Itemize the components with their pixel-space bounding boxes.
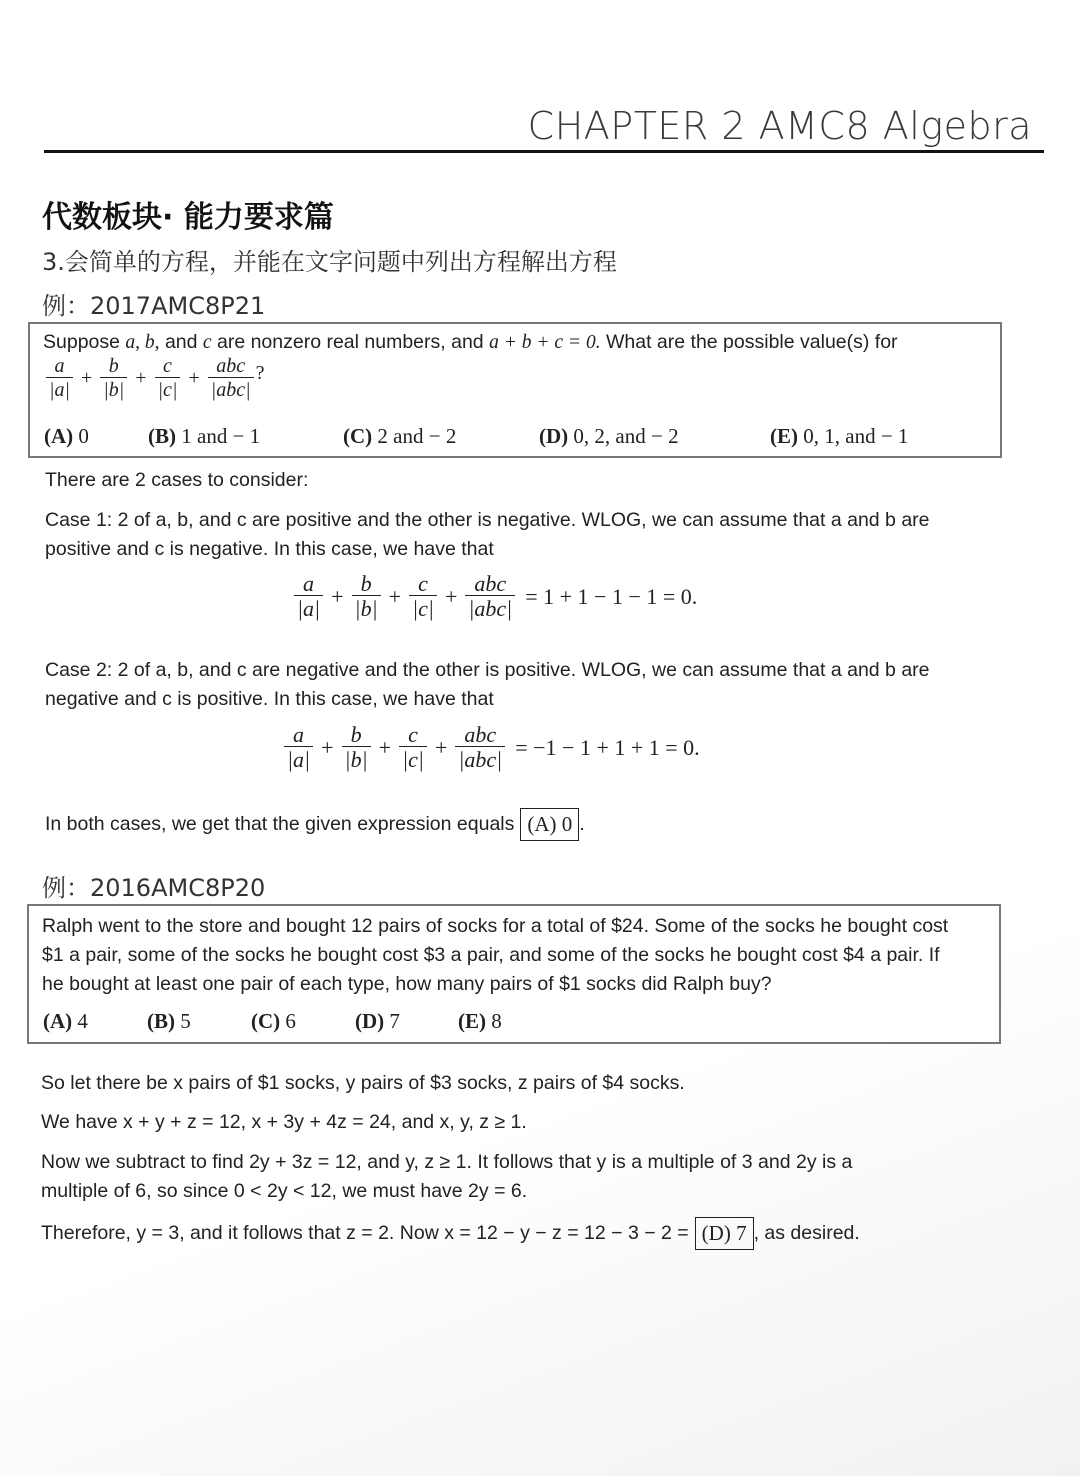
example1-problem-line1: Suppose a, b, and c are nonzero real numbers, and a + b + c = 0. What are the possible value(s) for (43, 331, 898, 353)
solution2-line2: We have x + y + z = 12, x + 3y + 4z = 24, and x, y, z ≥ 1. (41, 1111, 527, 1133)
example2-problem-line1: Ralph went to the store and bought 12 pairs of socks for a total of $24. Some of the socks he bought cost (42, 915, 949, 937)
case2-result: = −1 − 1 + 1 + 1 = 0. (515, 734, 700, 760)
fraction: $\frac{b}{|b|}$ (342, 723, 371, 772)
choice-b: (B) 1 and − 1 (148, 424, 261, 448)
fraction: $\frac{a}{|a|}$ (294, 572, 323, 621)
choice-b: (B) 5 (147, 1009, 191, 1033)
solution1-case1-line2: positive and c is negative. In this case, we have that (45, 538, 494, 560)
fraction: $\frac{c}{|c|}$ (155, 356, 181, 401)
example1-expression: $\frac{a}{|a|}$ + $\frac{b}{|b|}$ + $\frac{c}{|c|}$ + $\frac{\text{abc}}{\text{|abc|}}$ ? (44, 356, 264, 401)
solution2-line1: So let there be x pairs of $1 socks, y pairs of $3 socks, z pairs of $4 socks. (41, 1072, 685, 1094)
fraction: $\frac{b}{|b|}$ (100, 356, 127, 401)
choice-d: (D) 7 (355, 1009, 400, 1033)
example2-label: 例：2016AMC8P20 (42, 874, 266, 902)
answer-box: (A) 0 (520, 808, 579, 841)
fraction: $\frac{\text{abc}}{\text{|abc|}}$ (455, 723, 505, 772)
solution2-line5: Therefore, y = 3, and it follows that z = 2. Now x = 12 − y − z = 12 − 3 − 2 = (D) 7 , as desired. (41, 1217, 860, 1250)
case1-result: = 1 + 1 − 1 − 1 = 0. (525, 583, 698, 609)
solution1-case2-line1: Case 2: 2 of a, b, and c are negative and the other is positive. WLOG, we can assume that a and b are (45, 659, 930, 681)
example2-problem-box (27, 904, 1001, 1044)
choice-d: (D) 0, 2, and − 2 (539, 424, 679, 448)
fraction: $\frac{a}{|a|}$ (284, 723, 313, 772)
solution2-line4: multiple of 6, so since 0 < 2y < 12, we must have 2y = 6. (41, 1180, 528, 1202)
choice-a: (A) 0 (44, 424, 89, 448)
fraction: $\frac{a}{|a|}$ (46, 356, 73, 401)
fraction: $\frac{c}{|c|}$ (399, 723, 427, 772)
solution1-conclusion: In both cases, we get that the given expression equals (A) 0 . (45, 808, 585, 841)
solution1-case2-line2: negative and c is positive. In this case, we have that (45, 688, 494, 710)
choice-e: (E) 8 (458, 1009, 502, 1033)
choice-a: (A) 4 (43, 1009, 88, 1033)
fraction: $\frac{b}{|b|}$ (352, 572, 381, 621)
solution1-intro: There are 2 cases to consider: (45, 469, 309, 491)
example2-problem-line2: $1 a pair, some of the socks he bought cost $3 a pair, and some of the socks he bought cost $4 a pair. If (42, 944, 940, 966)
example2-problem-line3: he bought at least one pair of each type, how many pairs of $1 socks did Ralph buy? (42, 973, 772, 995)
example1-problem-box (28, 322, 1002, 458)
solution1-case1-equation: $\frac{a}{|a|}$ + $\frac{b}{|b|}$ + $\frac{c}{|c|}$ + $\frac{\text{abc}}{\text{|abc|}}$ = 1 + 1 − 1 − 1 = 0. (292, 572, 697, 621)
chapter-title: CHAPTER 2 AMC8 Algebra (527, 104, 1032, 148)
fraction: $\frac{\text{abc}}{\text{|abc|}}$ (465, 572, 515, 621)
fraction: $\frac{c}{|c|}$ (409, 572, 437, 621)
fraction: $\frac{\text{abc}}{\text{|abc|}}$ (208, 356, 254, 401)
choice-c: (C) 6 (251, 1009, 296, 1033)
answer-box: (D) 7 (695, 1217, 754, 1250)
section-title: 代数板块· 能力要求篇 (42, 200, 334, 235)
solution1-case2-equation: $\frac{a}{|a|}$ + $\frac{b}{|b|}$ + $\frac{c}{|c|}$ + $\frac{\text{abc}}{\text{|abc|}}$ = −1 − 1 + 1 + 1 = 0. (282, 723, 700, 772)
choice-e: (E) 0, 1, and − 1 (770, 424, 909, 448)
solution2-line3: Now we subtract to find 2y + 3z = 12, and y, z ≥ 1. It follows that y is a multiple of 3 and 2y is a (41, 1151, 853, 1173)
choice-c: (C) 2 and − 2 (343, 424, 457, 448)
example1-label: 例：2017AMC8P21 (42, 292, 266, 320)
header-divider (44, 150, 1044, 153)
solution1-case1-line1: Case 1: 2 of a, b, and c are positive and the other is negative. WLOG, we can assume that a and b are (45, 509, 930, 531)
section-subtitle: 3.会简单的方程，并能在文字问题中列出方程解出方程 (42, 248, 617, 276)
